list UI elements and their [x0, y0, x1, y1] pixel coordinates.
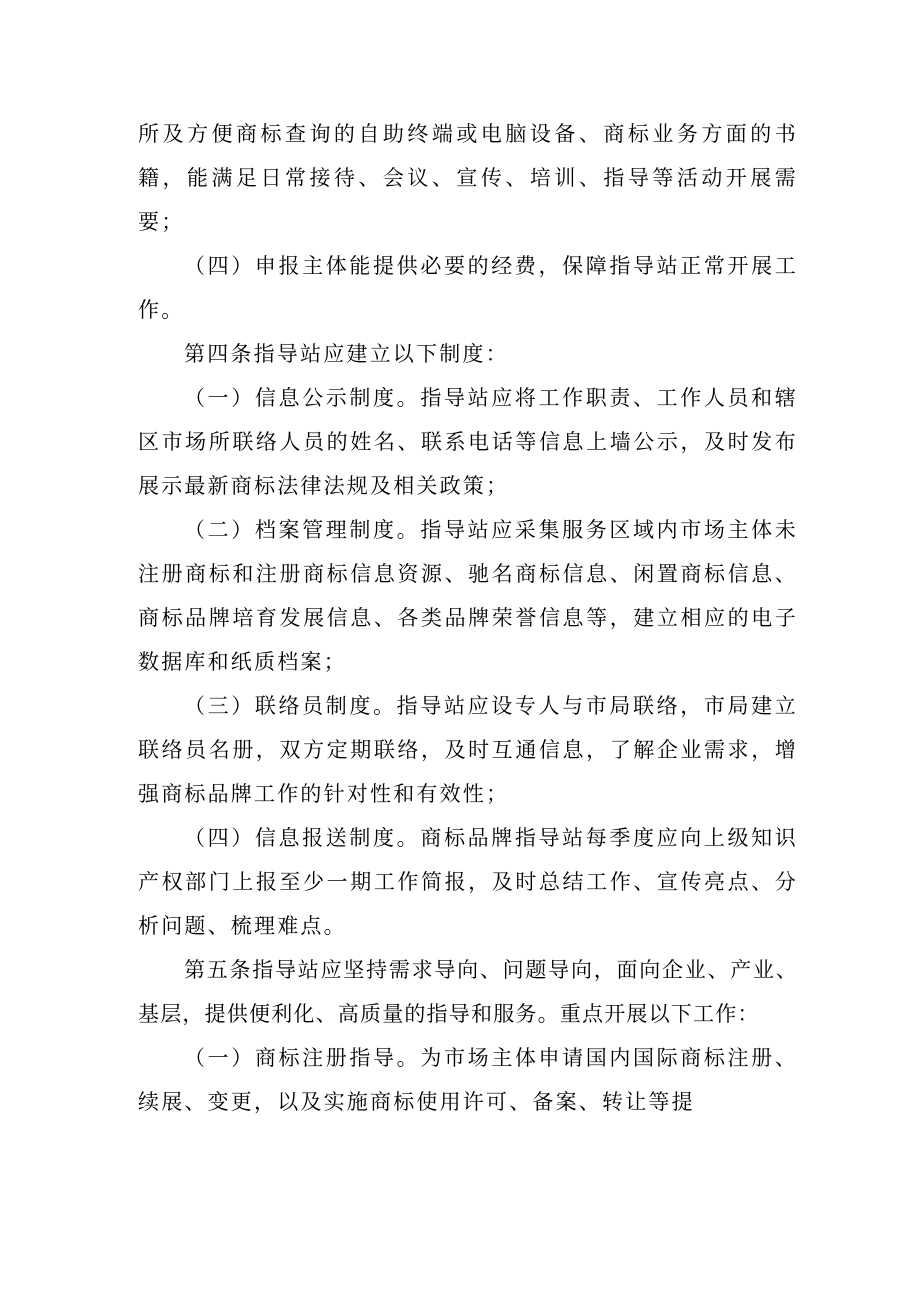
- paragraph-item-4-funding: （四）申报主体能提供必要的经费，保障指导站正常开展工作。: [138, 254, 798, 322]
- paragraph-info-disclosure: （一）信息公示制度。指导站应将工作职责、工作人员和辖区市场所联络人员的姓名、联系电话等信息上墙公示，及时发布展示最新商标法律法规及相关政策；: [138, 386, 798, 498]
- paragraph-archive-management: （二）档案管理制度。指导站应采集服务区域内市场主体未注册商标和注册商标信息资源、驰名商标信息、闲置商标信息、商标品牌培育发展信息、各类品牌荣誉信息等，建立相应的电子数据库和纸质档案；: [138, 518, 798, 674]
- paragraph-liaison-system: （三）联络员制度。指导站应设专人与市局联络，市局建立联络员名册，双方定期联络，及时互通信息，了解企业需求，增强商标品牌工作的针对性和有效性；: [138, 694, 798, 806]
- paragraph-registration-guidance: （一）商标注册指导。为市场主体申请国内国际商标注册、续展、变更，以及实施商标使用许可、备案、转让等提: [138, 1046, 798, 1114]
- paragraph-continuation: 所及方便商标查询的自助终端或电脑设备、商标业务方面的书籍，能满足日常接待、会议、宣传、培训、指导等活动开展需要；: [138, 122, 798, 234]
- article-5-paragraph: 第五条指导站应坚持需求导向、问题导向，面向企业、产业、基层，提供便利化、高质量的指导和服务。重点开展以下工作：: [138, 958, 798, 1026]
- paragraph-info-reporting: （四）信息报送制度。商标品牌指导站每季度应向上级知识产权部门上报至少一期工作简报，及时总结工作、宣传亮点、分析问题、梳理难点。: [138, 826, 798, 938]
- document-page: [138, 112, 798, 1124]
- article-4-heading: 第四条指导站应建立以下制度：: [184, 342, 509, 366]
